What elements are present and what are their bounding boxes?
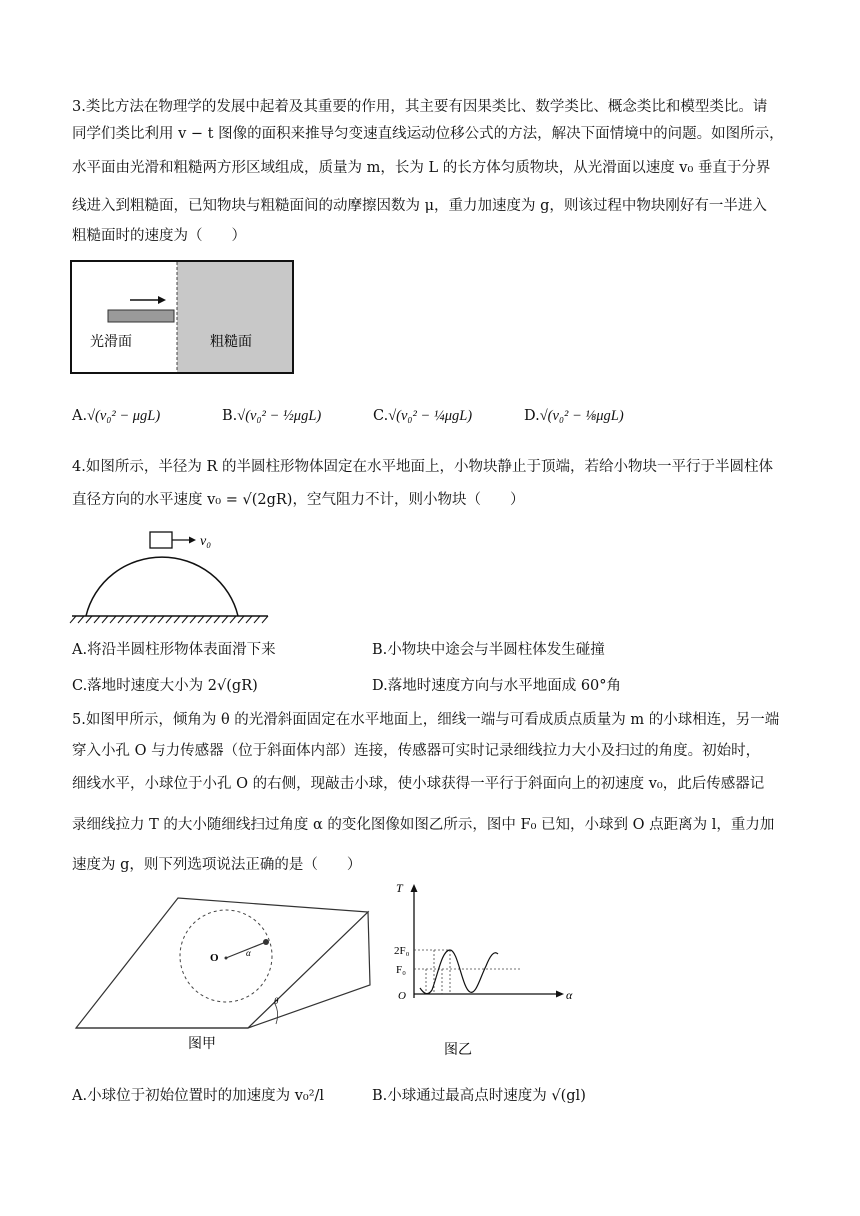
tick-f0: F₀ [396, 964, 406, 976]
q3-line-3: 水平面由光滑和粗糙两方形区域组成，质量为 m，长为 L 的长方体匀质物块，从光滑面以速度 v₀ 垂直于分界 [72, 160, 771, 176]
half-cylinder [86, 557, 238, 616]
theta-label: θ [274, 996, 279, 1006]
q5-figure-b [390, 878, 580, 1058]
q5-line-4: 录细线拉力 T 的大小随细线扫过角度 α 的变化图像如图乙所示，图中 F₀ 已知，小球到 O 点距离为 l，重力加 [72, 817, 775, 833]
caption-b: 图乙 [444, 1042, 472, 1058]
q4-option-a: A.将沿半圆柱形物体表面滑下来 [72, 642, 276, 658]
q5-line-5: 速度为 g，则下列选项说法正确的是（ ） [72, 857, 362, 873]
tick-2f0: 2F₀ [394, 945, 410, 957]
q5-figure-a [68, 890, 378, 1060]
y-axis-label: T [396, 881, 403, 895]
ball [263, 939, 269, 945]
q4-option-d: D.落地时速度方向与水平地面成 60°角 [372, 678, 622, 694]
caption-a: 图甲 [188, 1036, 216, 1052]
hole-o [225, 957, 228, 960]
tension-curve [420, 950, 498, 994]
alpha-label: α [246, 948, 251, 958]
q5-line-3: 细线水平，小球位于小孔 O 的右侧，现敲击小球，使小球获得一平行于斜面向上的初速度 v₀，此后传感器记 [72, 776, 765, 792]
q5-line-1: 5.如图甲所示，倾角为 θ 的光滑斜面固定在水平地面上，细线一端与可看成质点质量为 m 的小球相连，另一端 [72, 712, 780, 728]
q4-line-2: 直径方向的水平速度 v₀ = √(2gR)，空气阻力不计，则小物块（ ） [72, 492, 525, 508]
smooth-label: 光滑面 [90, 334, 132, 350]
rough-label: 粗糙面 [210, 334, 252, 350]
q3-option-a: A.√(v₀² − μgL) [72, 408, 161, 424]
q3-option-b: B.√(v₀² − ½μgL) [222, 408, 322, 424]
origin-label: O [398, 990, 406, 1002]
ground-hatching [70, 616, 268, 623]
q3-line-2: 同学们类比利用 v − t 图像的面积来推导匀变速直线运动位移公式的方法，解决下面情境中的问题。如图所示， [72, 126, 784, 142]
q5-line-2: 穿入小孔 O 与力传感器（位于斜面体内部）连接，传感器可实时记录细线拉力大小及扫过的角度。初始时， [72, 743, 761, 759]
small-block [150, 532, 172, 548]
q3-option-d: D.√(v₀² − ⅛μgL) [524, 408, 624, 424]
o-label: O [210, 952, 219, 964]
q3-line-1: 3.类比方法在物理学的发展中起着及其重要的作用，其主要有因果类比、数学类比、概念类比和模型类比。请 [72, 99, 768, 115]
velocity-label: v₀ [200, 534, 212, 549]
q3-line-4: 线进入到粗糙面，已知物块与粗糙面间的动摩擦因数为 μ，重力加速度为 g，则该过程中物块刚好有一半进入 [72, 198, 767, 214]
block [108, 310, 174, 322]
q5-option-b: B.小球通过最高点时速度为 √(gl) [372, 1088, 586, 1104]
rough-region [177, 262, 292, 372]
q3-option-c: C.√(v₀² − ¼μgL) [373, 408, 473, 424]
q5-option-a: A.小球位于初始位置时的加速度为 v₀²/l [72, 1088, 325, 1104]
q3-figure [70, 260, 296, 376]
velocity-arrow [172, 537, 196, 544]
x-axis-label: α [566, 988, 573, 1002]
q4-option-c: C.落地时速度大小为 2√(gR) [72, 678, 258, 694]
q3-line-5: 粗糙面时的速度为（ ） [72, 228, 246, 244]
q4-option-b: B.小物块中途会与半圆柱体发生碰撞 [372, 642, 605, 658]
q4-line-1: 4.如图所示，半径为 R 的半圆柱形物体固定在水平地面上，小物块静止于顶端，若给小物块一平行于半圆柱体 [72, 459, 773, 475]
q4-figure [68, 526, 278, 626]
